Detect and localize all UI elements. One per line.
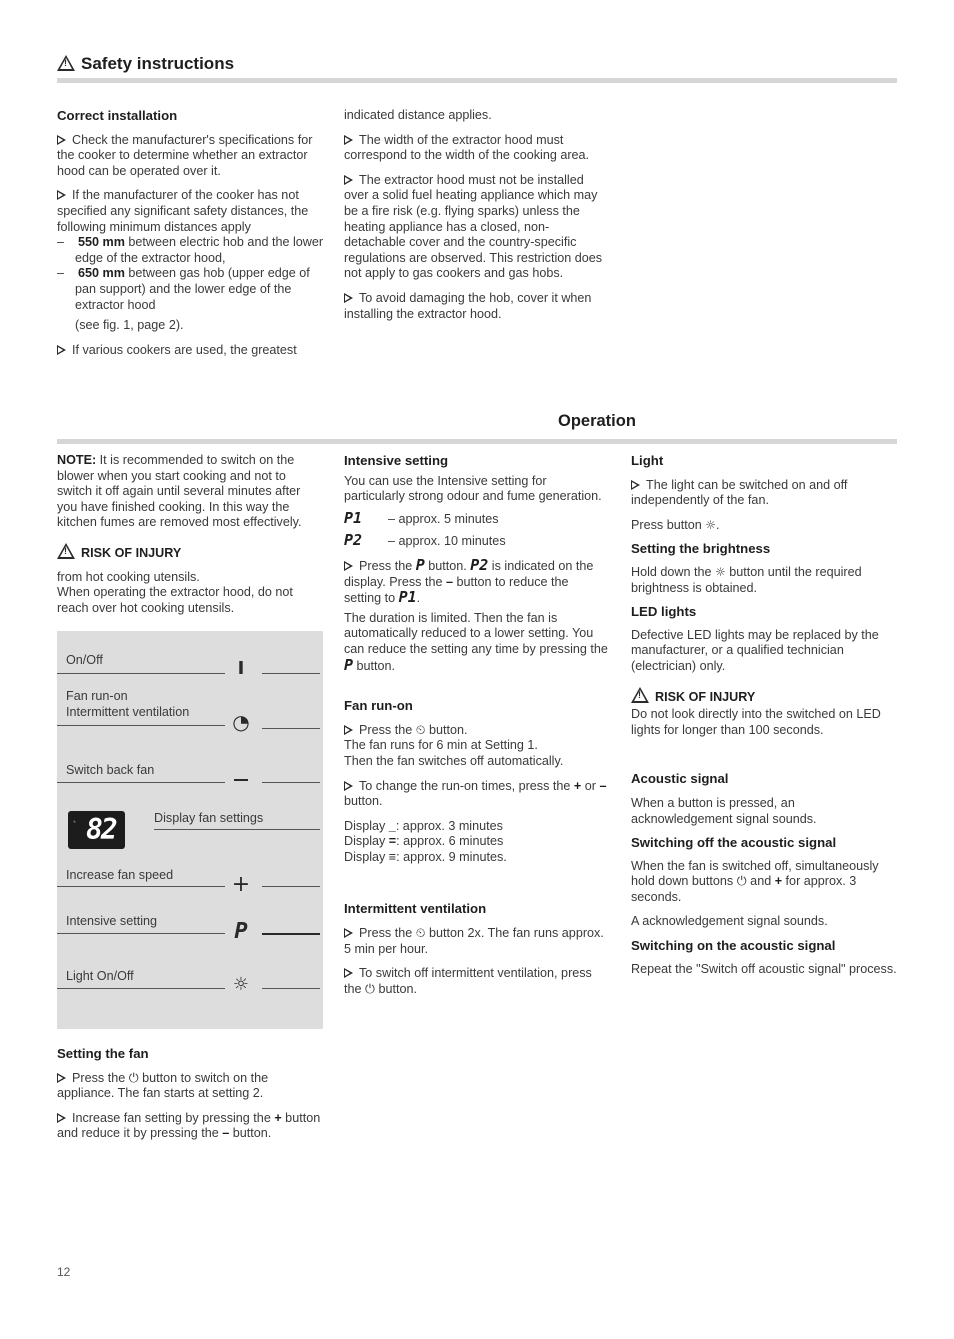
paragraph: Increase fan setting by pressing the + button and reduce it by pressing the – button. [57, 1110, 321, 1141]
panel-leader-line [57, 886, 225, 887]
panel-label-fan-run-on: Fan run-on [66, 689, 128, 703]
panel-leader-line [262, 886, 320, 887]
panel-label-increase: Increase fan speed [66, 868, 174, 882]
page-number: 12 [57, 1265, 71, 1279]
warning-icon [631, 687, 649, 703]
paragraph: Press the P button. P2 is indicated on the display. Press the – button to reduce the setting to P1. [344, 555, 594, 607]
list-item: – 550 mm between electric hob and the lower edge of the extractor hood, [57, 235, 324, 265]
display-row: Display _: approx. 3 minutes [344, 818, 503, 833]
paragraph: Defective LED lights may be replaced by the manufacturer, or a qualified technician (electrician) only. [631, 627, 879, 673]
risk-text: Do not look directly into the switched on LED lights for longer than 100 seconds. [631, 707, 881, 737]
paragraph: When the fan is switched off, simultaneously hold down buttons ⏻ and + for approx. 3 seconds. [631, 858, 879, 904]
step-arrow-icon [344, 561, 353, 571]
section-header [57, 55, 234, 72]
section-heading: Intermittent ventilation [344, 901, 487, 917]
plus-button-icon[interactable]: + [231, 872, 251, 897]
risk-heading: !RISK OF INJURY [57, 543, 321, 562]
intensive-section [344, 453, 608, 997]
section-heading: Switching off the acoustic signal [631, 835, 837, 851]
step-arrow-icon [344, 725, 353, 735]
panel-label-intermittent: Intermittent ventilation [66, 705, 190, 719]
paragraph: The extractor hood must not be installed over a solid fuel heating appliance which may be a fire risk (e.g. flying sparks) unless the heating appliance has a closed, non-detachable cover and the country-specific regulations are observed. This restriction does not apply to gas cookers and gas hobs. [344, 172, 603, 281]
paragraph: The fan runs for 6 min at Setting 1. [344, 738, 538, 753]
step-arrow-icon [344, 781, 353, 791]
section-heading: Setting the brightness [631, 541, 771, 557]
paragraph: The duration is limited. Then the fan is automatically reduced to a lower setting. You can reduce the setting any time by pressing the P button. [344, 610, 608, 674]
paragraph: If the manufacturer of the cooker has not specified any significant safety distances, the following minimum distances apply [57, 188, 309, 234]
header-rule [57, 78, 897, 83]
paragraph: indicated distance applies. [344, 108, 492, 122]
step-arrow-icon [344, 175, 353, 185]
panel-leader-line [57, 673, 225, 674]
light-icon: ☼ [715, 564, 726, 579]
step-arrow-icon [631, 480, 640, 490]
panel-leader-line [57, 782, 225, 783]
panel-label-on-off: On/Off [66, 653, 103, 667]
panel-label-light: Light On/Off [66, 969, 134, 983]
page-title: Safety instructions [81, 54, 235, 73]
panel-label-intensive: Intensive setting [66, 914, 158, 928]
step-arrow-icon [344, 968, 353, 978]
warning-icon [57, 543, 75, 559]
section-heading: Light [631, 453, 664, 468]
intensive-button-icon[interactable]: P [234, 919, 248, 944]
step-arrow-icon [57, 1113, 66, 1123]
panel-leader-line [262, 673, 320, 674]
light-button-icon[interactable]: ☼ [232, 974, 250, 995]
display-digits: 82 [86, 813, 116, 846]
risk-text: When operating the extractor hood, do not reach over hot cooking utensils. [57, 585, 293, 615]
paragraph: The light can be switched on and off independently of the fan. [631, 477, 848, 508]
section-heading: Setting the fan [57, 1046, 149, 1061]
setting-fan-section [57, 1046, 323, 1142]
warning-icon [57, 55, 75, 71]
panel-label-display: Display fan settings [154, 811, 264, 825]
paragraph: Press the ⏲ button. [344, 723, 608, 739]
panel-leader-line [262, 988, 320, 989]
section-heading: Correct installation [57, 108, 178, 123]
power-button-icon[interactable]: I [237, 658, 245, 679]
panel-leader-line [57, 725, 225, 726]
minus-button-icon[interactable] [234, 779, 248, 781]
light-section [631, 453, 897, 977]
paragraph: If various cookers are used, the greatest [57, 343, 325, 359]
paragraph: Hold down the ☼ button until the required brightness is obtained. [631, 564, 862, 595]
correct-installation-continued [344, 108, 608, 322]
step-arrow-icon [57, 1073, 66, 1083]
correct-installation-section [57, 108, 325, 358]
paragraph: You can use the Intensive setting for particularly strong odour and fume generation. [344, 473, 602, 504]
paragraph: When a button is pressed, an acknowledgement signal sounds. [631, 795, 817, 826]
step-arrow-icon [57, 190, 66, 200]
fan-display [68, 811, 125, 849]
figure-reference: (see fig. 1, page 2). [75, 318, 184, 333]
paragraph: Press the ⏻ button to switch on the appliance. The fan starts at setting 2. [57, 1070, 269, 1101]
section-heading: Fan run-on [344, 698, 413, 714]
operation-rule [57, 439, 897, 444]
paragraph: A acknowledgement signal sounds. [631, 914, 828, 929]
display-row: Display =: approx. 6 minutes [344, 834, 504, 849]
step-arrow-icon [344, 135, 353, 145]
panel-leader-line [262, 933, 320, 935]
paragraph: Check the manufacturer's specifications for the cooker to determine whether an extractor hood can be operated over it. [57, 132, 313, 178]
intensive-p2-row: P2 – approx. 10 minutes [344, 531, 506, 550]
display-indicator-icon: ◔ [71, 817, 77, 827]
step-arrow-icon [344, 928, 353, 938]
panel-leader-line [57, 933, 225, 934]
section-heading: Acoustic signal [631, 771, 729, 787]
paragraph: Then the fan switches off automatically. [344, 753, 564, 768]
panel-leader-line [262, 782, 320, 783]
paragraph: Press button ☼. [631, 517, 720, 532]
intensive-p1-row: P1 – approx. 5 minutes [344, 508, 499, 527]
panel-label-switch-back: Switch back fan [66, 763, 155, 777]
step-arrow-icon [57, 345, 66, 355]
step-arrow-icon [57, 135, 66, 145]
timer-button-icon[interactable]: ◔ [232, 710, 250, 734]
paragraph: Repeat the "Switch off acoustic signal" process. [631, 961, 897, 976]
paragraph: The width of the extractor hood must correspond to the width of the cooking area. [344, 132, 590, 163]
note-section [57, 453, 321, 616]
section-heading: Intensive setting [344, 453, 449, 468]
light-icon: ☼ [705, 517, 716, 532]
control-panel-diagram [57, 631, 323, 1029]
section-heading: Switching on the acoustic signal [631, 938, 836, 954]
paragraph: Press the ⏲ button 2x. The fan runs approx. 5 min per hour. [344, 926, 604, 956]
panel-leader-line [57, 988, 225, 989]
list-item: – 650 mm between gas hob (upper edge of pan support) and the lower edge of the extractor hood [57, 266, 310, 312]
step-arrow-icon [344, 293, 353, 303]
section-heading: LED lights [631, 604, 697, 620]
note: NOTE: It is recommended to switch on the blower when you start cooking and not to switch it off again until several minutes after you have finished cooking. In this way the kitchen fumes are removed most effectively. [57, 453, 302, 530]
display-row: Display ≡: approx. 9 minutes. [344, 849, 507, 864]
paragraph: To avoid damaging the hob, cover it when installing the extractor hood. [344, 290, 592, 321]
risk-heading: !RISK OF INJURY [631, 687, 897, 706]
paragraph: To switch off intermittent ventilation, press the ⏻ button. [344, 966, 592, 996]
operation-title: Operation [558, 412, 636, 430]
risk-text: from hot cooking utensils. [57, 569, 200, 584]
paragraph: To change the run-on times, press the + or – button. [344, 778, 607, 809]
panel-leader-line [262, 728, 320, 729]
panel-leader-line [154, 829, 320, 830]
